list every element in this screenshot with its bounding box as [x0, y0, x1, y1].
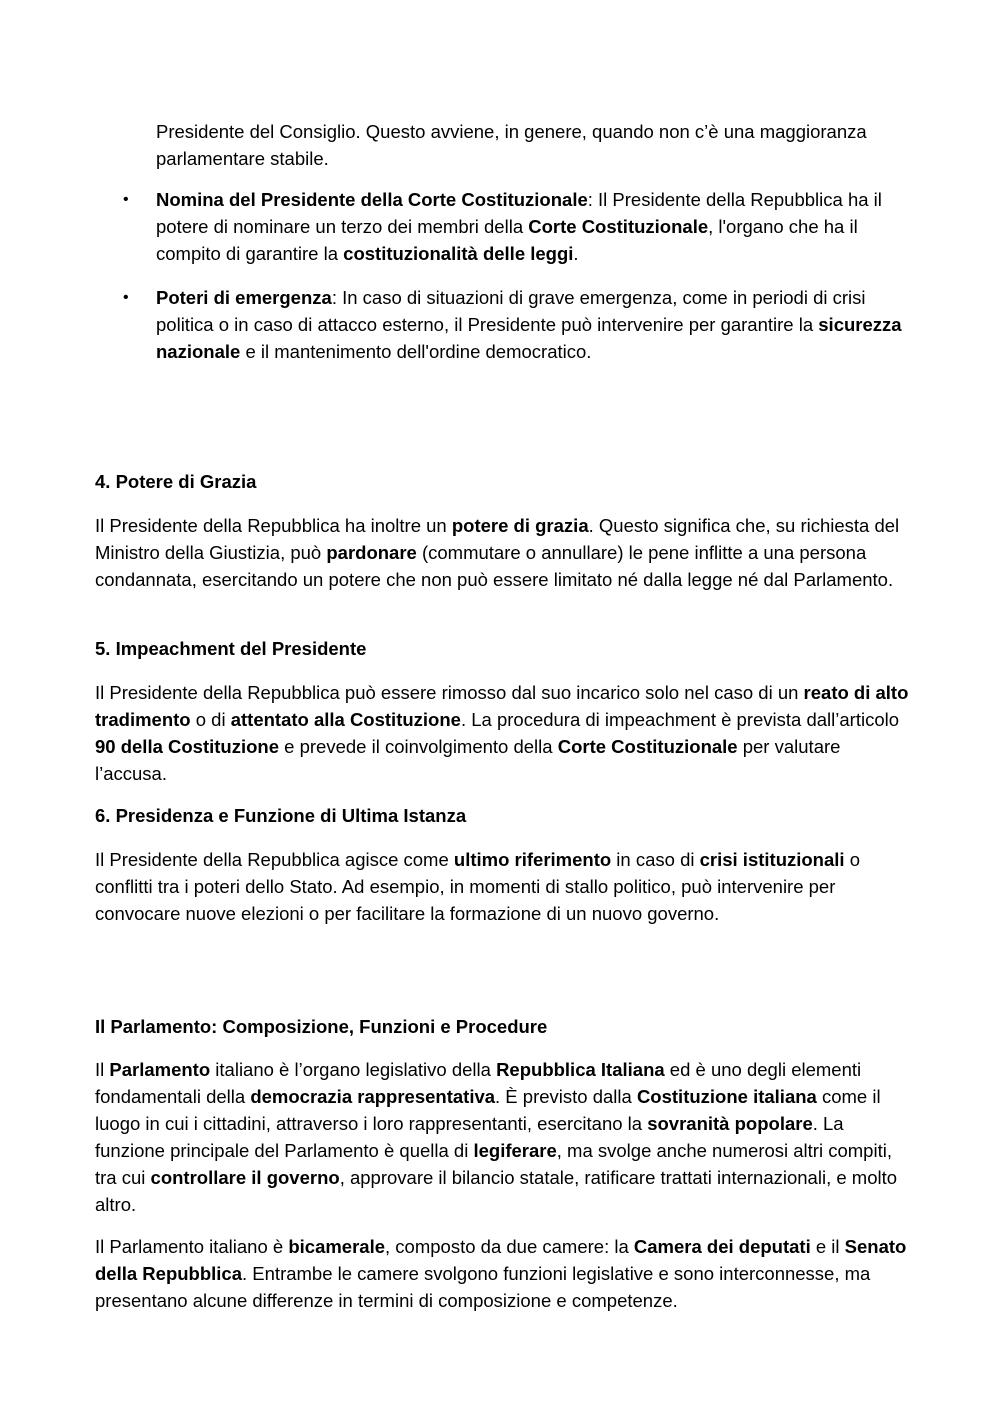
text-run: e prevede il coinvolgimento della [279, 736, 558, 757]
text-run: come il luogo in cui i cittadini, attraverso i loro rappresentanti, esercitano la [95, 1086, 881, 1134]
bold-text: reato di alto tradimento [95, 682, 909, 730]
parliament-paragraph [95, 1233, 910, 1314]
bold-text: 90 della Costituzione [95, 736, 280, 757]
text-run: Il Presidente della Repubblica può essere rimosso dal suo incarico solo nel caso di un [95, 682, 804, 703]
bold-text: Nomina del Presidente della Corte Costituzionale [156, 189, 588, 210]
bold-text: Parlamento [109, 1059, 211, 1080]
text-run: Il [95, 1059, 110, 1080]
text-run: . È previsto dalla [495, 1086, 637, 1107]
text-run: o conflitti tra i poteri dello Stato. Ad esempio, in momenti di stallo politico, può intervenire per convocare nuove elezioni o per facilitare la formazione di un nuovo governo. [95, 849, 860, 924]
bold-text: Camera dei deputati [633, 1236, 811, 1257]
parliament-paragraph [95, 1056, 910, 1218]
bold-text: ultimo riferimento [453, 849, 612, 870]
intro-continuation-paragraph [156, 118, 916, 172]
section-paragraph [95, 679, 910, 787]
section-paragraph [95, 846, 910, 927]
text-run: . La funzione principale del Parlamento è quella di [95, 1113, 844, 1161]
text-run: . Questo significa che, su richiesta del Ministro della Giustizia, può [95, 515, 900, 563]
bullet-icon: • [123, 289, 129, 306]
bold-text: Repubblica Italiana [496, 1059, 665, 1080]
section-paragraph [95, 512, 910, 593]
text-run: Il Parlamento italiano è [95, 1236, 289, 1257]
text-run: , ma svolge anche numerosi altri compiti, tra cui [95, 1140, 892, 1188]
bold-text: Corte Costituzionale [528, 216, 709, 237]
text-run: per valutare l’accusa. [95, 736, 841, 784]
text-run: Presidente del Consiglio. Questo avviene, in genere, quando non c’è una maggioranza parlamentare stabile. [156, 121, 867, 169]
bold-text: sicurezza nazionale [156, 314, 902, 362]
bullet-icon: • [123, 191, 129, 208]
text-run: , l'organo che ha il compito di garantire la [156, 216, 858, 264]
bold-text: sovranità popolare [647, 1113, 813, 1134]
text-run: , composto da due camere: la [385, 1236, 634, 1257]
list-item-text [156, 284, 920, 365]
parliament-heading: Il Parlamento: Composizione, Funzioni e Procedure [95, 1016, 548, 1037]
bold-text: legiferare [473, 1140, 557, 1161]
section-heading: 5. Impeachment del Presidente [95, 638, 367, 659]
bold-text: Corte Costituzionale [557, 736, 738, 757]
text-run: : Il Presidente della Repubblica ha il potere di nominare un terzo dei membri della [156, 189, 882, 237]
bold-text: Senato della Repubblica [95, 1236, 907, 1284]
text-run: : In caso di situazioni di grave emergenza, come in periodi di crisi politica o in caso di attacco esterno, il Presidente può intervenire per garantire la [156, 287, 866, 335]
bold-text: democrazia rappresentativa [250, 1086, 496, 1107]
text-run: e il mantenimento dell'ordine democratico. [240, 341, 592, 362]
bold-text: bicamerale [288, 1236, 386, 1257]
list-item-text [156, 186, 920, 267]
text-run: italiano è l’organo legislativo della [210, 1059, 497, 1080]
bold-text: potere di grazia [451, 515, 589, 536]
section-heading: 4. Potere di Grazia [95, 471, 257, 492]
text-run: . [573, 243, 579, 264]
bold-text: Poteri di emergenza [156, 287, 332, 308]
bold-text: attentato alla Costituzione [230, 709, 461, 730]
text-run: in caso di [611, 849, 700, 870]
text-run: . Entrambe le camere svolgono funzioni legislative e sono interconnesse, ma presentano alcune differenze in termini di composizione e competenze. [95, 1263, 871, 1311]
text-run: ed è uno degli elementi fondamentali della [95, 1059, 862, 1107]
text-run: e il [810, 1236, 845, 1257]
text-run: . La procedura di impeachment è prevista dall’articolo [460, 709, 900, 730]
text-run: Il Presidente della Repubblica agisce come [95, 849, 454, 870]
text-run: Il Presidente della Repubblica ha inoltre un [95, 515, 452, 536]
bold-text: controllare il governo [150, 1167, 340, 1188]
text-run: (commutare o annullare) le pene inflitte a una persona condannata, esercitando un potere che non può essere limitato né dalla legge né dal Parlamento. [95, 542, 894, 590]
bold-text: crisi istituzionali [699, 849, 845, 870]
bold-text: pardonare [326, 542, 417, 563]
text-run: , approvare il bilancio statale, ratificare trattati internazionali, e molto altro. [95, 1167, 898, 1215]
bold-text: costituzionalità delle leggi [343, 243, 574, 264]
bold-text: Costituzione italiana [636, 1086, 817, 1107]
section-heading: 6. Presidenza e Funzione di Ultima Istanza [95, 805, 467, 826]
text-run: o di [190, 709, 231, 730]
